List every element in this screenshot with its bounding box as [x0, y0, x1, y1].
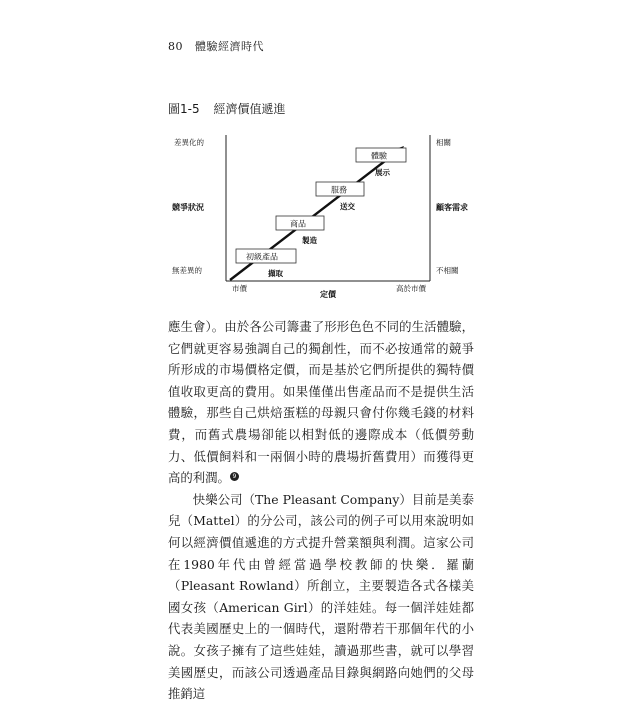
page-number: 80	[168, 40, 183, 53]
figure-title: 經濟價值遞進	[213, 102, 286, 116]
action-label-extract: 擷取	[268, 269, 283, 278]
x-axis-middle-label: 定價	[320, 290, 336, 299]
stage-label-experiences: 體驗	[371, 151, 387, 161]
action-label-stage: 展示	[375, 168, 390, 177]
paragraph-text: 快樂公司（The Pleasant Company）目前是美泰兒（Mattel）的分公司，該公司的例子可以用來說明如何以經濟價值遞進的方式提升營業額與利潤。這家公司在1980年代由曾經當過學校教師的快樂．羅蘭（Pleasant Rowland）所創立，主要製造各式各樣美國女孩（American Girl）的洋娃娃。每一個洋娃娃都代表美國歷史上的一個時代，還附帶若干那個年代的小說。女孩子擁有了這些娃娃，讀過那些書，就可以學習美國歷史，而該公司透過產品目錄與網路向她們的父母推銷這	[168, 491, 474, 702]
right-axis-middle-label: 顧客需求	[436, 203, 468, 212]
running-header	[168, 38, 264, 54]
x-axis-left-label: 市價	[232, 284, 247, 293]
paragraph	[168, 316, 474, 489]
right-axis-top-label: 相關	[436, 138, 451, 147]
figure-caption	[168, 100, 285, 117]
figure-id: 圖1-5	[168, 102, 200, 116]
stage-label-services: 服務	[331, 185, 347, 195]
stage-label-commodity: 初級產品	[246, 252, 278, 262]
book-title: 體驗經濟時代	[195, 40, 264, 53]
endnote-marker: 9	[230, 472, 239, 481]
action-label-make: 製造	[302, 236, 317, 245]
paragraph	[168, 489, 474, 705]
left-axis-top-label: 差異化的	[174, 138, 204, 147]
value-progression-diagram	[160, 125, 480, 305]
right-axis-bottom-label: 不相關	[436, 266, 459, 275]
x-axis-right-label: 高於市價	[396, 284, 426, 293]
body-text	[168, 316, 474, 705]
left-axis-middle-label: 競爭狀況	[172, 203, 204, 212]
paragraph-text: 應生會）。由於各公司籌畫了形形色色不同的生活體驗，它們就更容易強調自己的獨創性，而不必按通常的競爭所形成的市場價格定價，而是基於它們所提供的獨特價值收取更高的費用。如果僅僅出售產品而不是提供生活體驗，那些自己烘焙蛋糕的母親只會付你幾毛錢的材料費，而舊式農場卻能以相對低的邊際成本（低價勞動力、低價飼料和一兩個小時的農場折舊費用）而獲得更高的利潤。	[168, 319, 474, 486]
stage-label-goods: 商品	[290, 219, 306, 229]
left-axis-bottom-label: 無差異的	[172, 266, 202, 275]
action-label-deliver: 送交	[340, 202, 355, 211]
